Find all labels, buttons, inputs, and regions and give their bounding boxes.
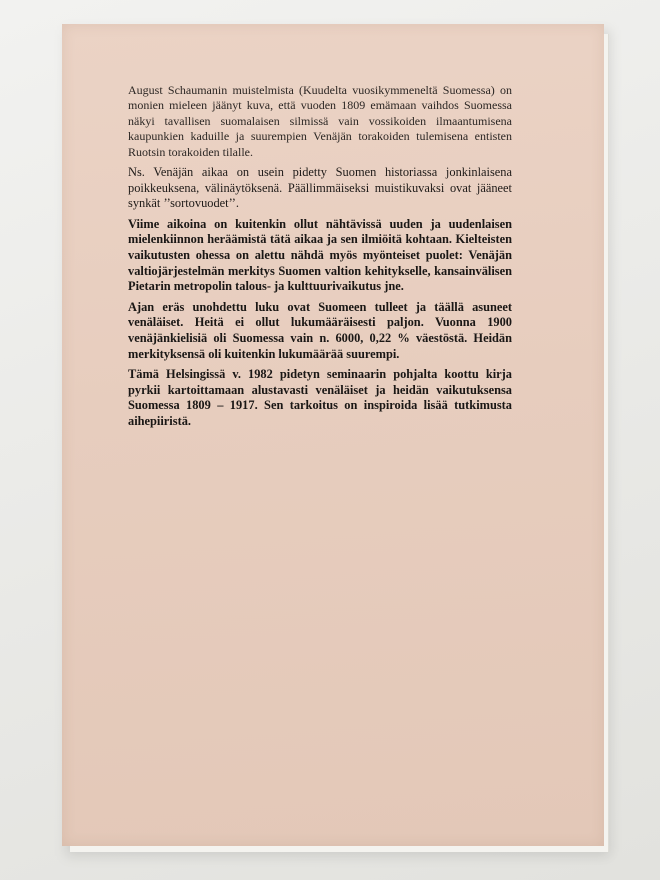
blurb-text-block xyxy=(128,83,512,435)
blurb-paragraph-5: Tämä Helsingissä v. 1982 pidetyn seminaarin pohjalta koottu kirja pyrkii kartoittamaan alustavasti venäläiset ja heidän vaikutuksensa Suomessa 1809 – 1917. Sen tarkoitus on inspiroida lisää tutkimusta aihepiiristä. xyxy=(128,367,512,428)
blurb-paragraph-3: Viime aikoina on kuitenkin ollut nähtävissä uuden ja uudenlaisen mielenkiinnon heräämistä tätä aikaa ja sen ilmiöitä kohtaan. Kielteisten vaikutusten ohessa on alettu nähdä myös myönteiset puolet: Venäjän valtiojärjestelmän merkitys Suomen valtion kehitykselle, kansainvälisen Pietarin metropolin talous- ja kulttuurivaikutus jne. xyxy=(128,216,512,294)
blurb-paragraph-2: Ns. Venäjän aikaa on usein pidetty Suomen historiassa jonkinlaisena poikkeuksena, välinäytöksenä. Päällimmäiseksi muistikuvaksi ovat jääneet synkät ’’sortovuodet’’. xyxy=(128,165,512,211)
blurb-paragraph-4: Ajan eräs unohdettu luku ovat Suomeen tulleet ja täällä asuneet venäläiset. Heitä ei ollut lukumääräisesti paljon. Vuonna 1900 venäjänkielisiä oli Suomessa vain n. 6000, 0,22 % väestöstä. Heidän merkityksensä oli kuitenkin lukumäärää suurempi. xyxy=(128,299,512,361)
blurb-paragraph-1: August Schaumanin muistelmista (Kuudelta vuosikymmeneltä Suomessa) on monien mieleen jäänyt kuva, että vuoden 1809 emämaan vaihdos Suomessa näkyi tavallisen suomalaisen silmissä vain vossikoiden ilmaantumisena kaupunkien kaduille ja suurempien Venäjän torakoiden tulemisena entisten Ruotsin torakoiden tilalle. xyxy=(128,83,512,159)
